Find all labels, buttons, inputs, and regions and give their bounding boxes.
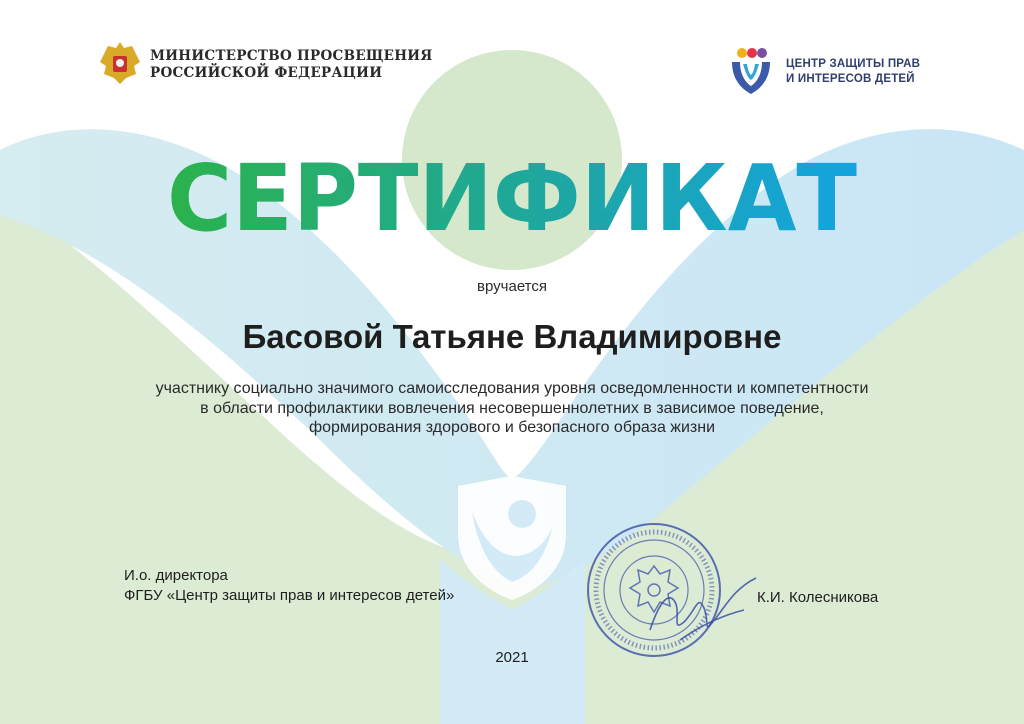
ministry-name-line2: РОССИЙСКОЙ ФЕДЕРАЦИИ xyxy=(150,65,383,81)
certificate-title-text: СЕРТИФИКАТ xyxy=(167,148,858,248)
handwritten-signature xyxy=(640,570,760,650)
center-name-line1: ЦЕНТР ЗАЩИТЫ ПРАВ xyxy=(786,58,921,70)
signatory-role-line2: ФГБУ «Центр защиты прав и интересов детей» xyxy=(124,587,455,604)
recipient-name: Басовой Татьяне Владимировне xyxy=(242,318,782,355)
coat-of-arms-icon xyxy=(98,40,142,86)
shield-watermark-icon xyxy=(454,472,570,602)
signatory-role xyxy=(124,566,454,606)
center-name-line2: И ИНТЕРЕСОВ ДЕТЕЙ xyxy=(786,73,915,85)
description-line: формирования здорового и безопасного образа жизни xyxy=(308,419,716,436)
signatory-role-line1: И.о. директора xyxy=(124,567,228,584)
certificate-description xyxy=(60,379,964,438)
description-line: в области профилактики вовлечения несовершеннолетних в зависимое поведение, xyxy=(200,399,824,417)
certificate-year: 2021 xyxy=(495,649,529,666)
awarded-text: вручается xyxy=(477,278,547,295)
certificate-title xyxy=(150,148,874,248)
signatory-name: К.И. Колесникова xyxy=(757,589,879,606)
center-name xyxy=(786,57,920,87)
ministry-name xyxy=(150,48,433,82)
ministry-name-line1: МИНИСТЕРСТВО ПРОСВЕЩЕНИЯ xyxy=(150,48,433,64)
description-line: участнику социально значимого самоисследования уровня осведомленности и компетентности xyxy=(155,380,869,397)
hands-heart-logo-icon xyxy=(726,44,776,98)
